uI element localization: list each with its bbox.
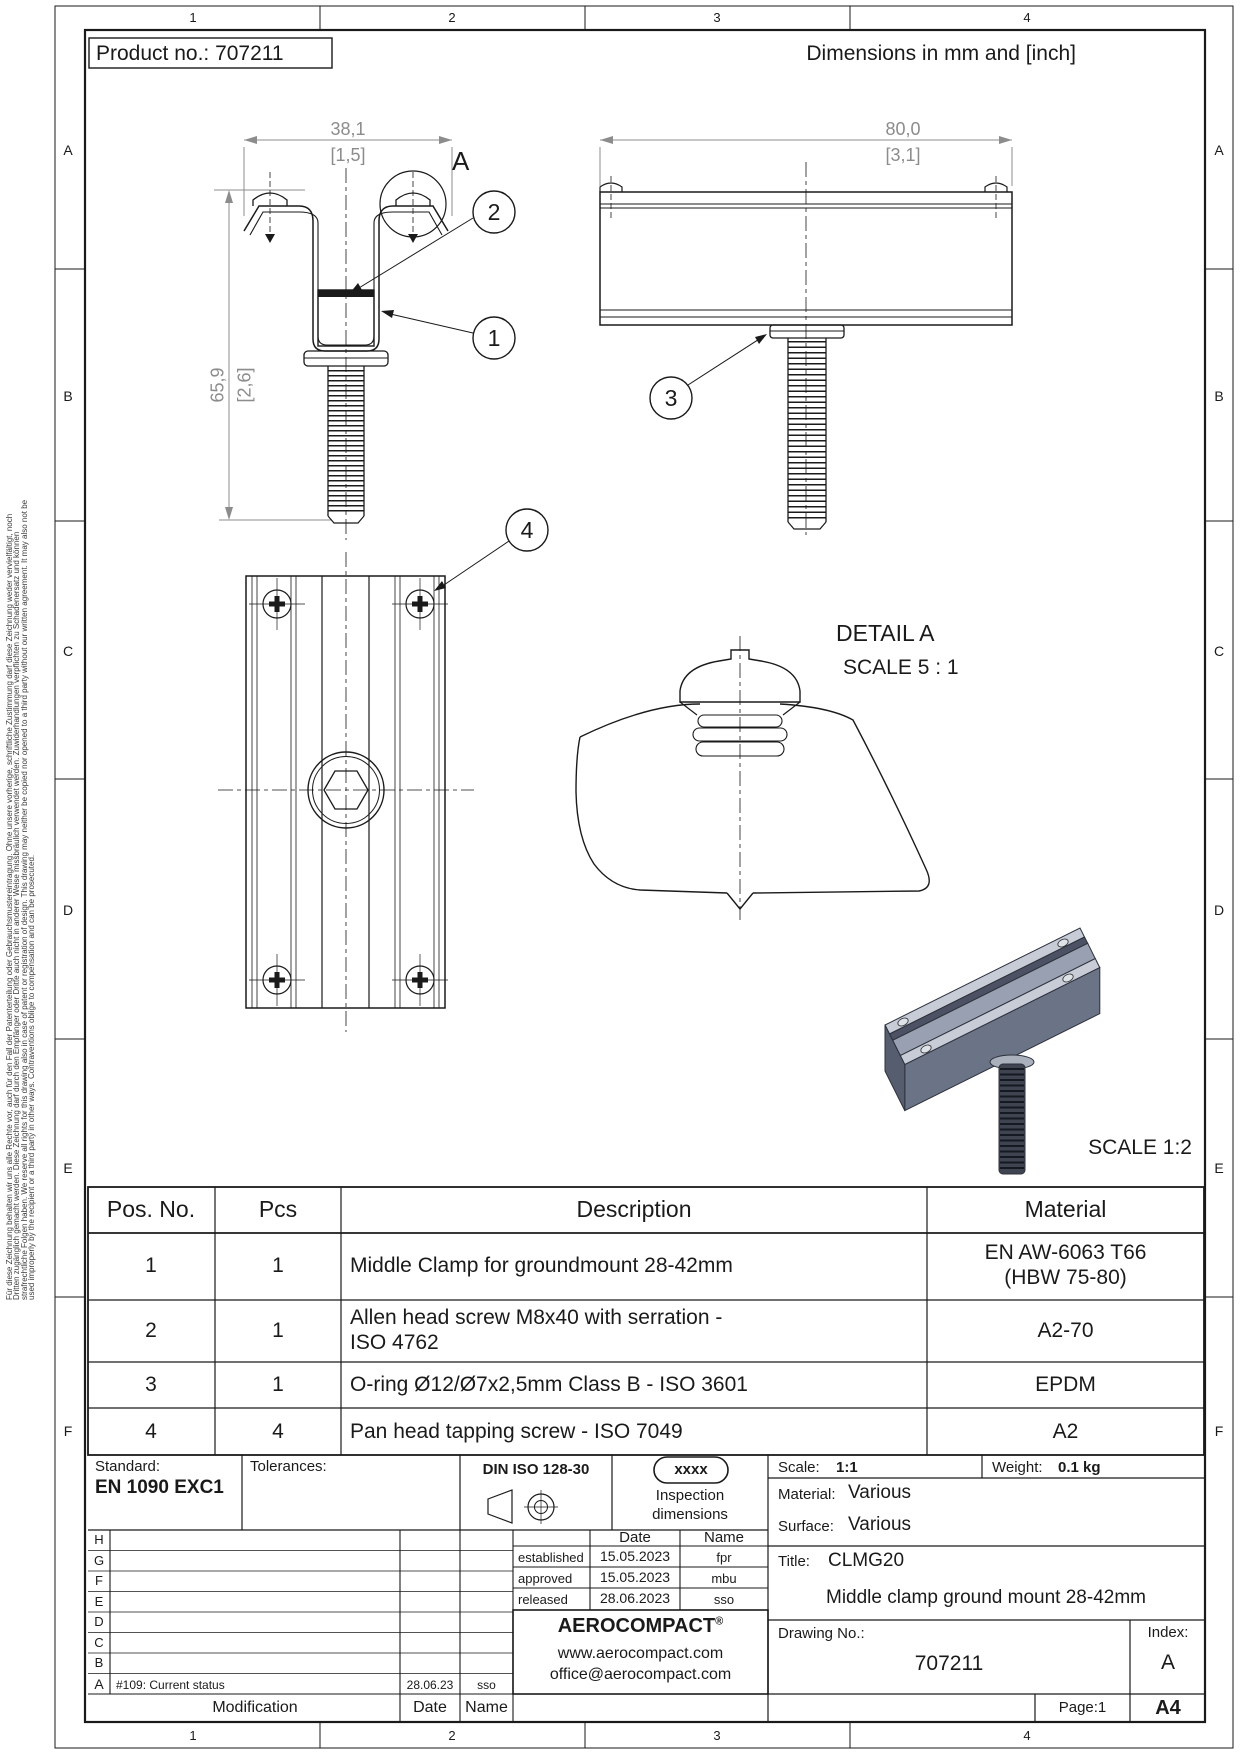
zone-col-bottom-1: 1 bbox=[189, 1728, 197, 1743]
front-width-mm: 38,1 bbox=[330, 119, 366, 139]
rev-letter-c: C bbox=[94, 1635, 104, 1650]
approval-established-label: established bbox=[518, 1550, 584, 1565]
inspection-line2: dimensions bbox=[652, 1506, 728, 1523]
material-label: Material: bbox=[778, 1486, 836, 1503]
company-name bbox=[515, 1615, 766, 1638]
callout-1: 1 bbox=[487, 325, 501, 351]
drawing-no-label: Drawing No.: bbox=[778, 1625, 865, 1642]
side-width-mm: 80,0 bbox=[885, 119, 921, 139]
approval-established-name: fpr bbox=[716, 1550, 732, 1565]
rev-letter-d: D bbox=[94, 1614, 104, 1629]
col-header-pcs: Pcs bbox=[258, 1196, 298, 1222]
row1-material-line1: EN AW-6063 T66 bbox=[984, 1241, 1147, 1264]
projection-symbol-icon bbox=[488, 1490, 558, 1524]
rev-a-date: 28.06.23 bbox=[406, 1678, 454, 1692]
material-value: Various bbox=[848, 1482, 912, 1503]
approval-released-name: sso bbox=[713, 1592, 735, 1607]
front-width-inch: [1,5] bbox=[330, 145, 366, 165]
side-width-inch: [3,1] bbox=[885, 145, 921, 165]
row1-material-line2: (HBW 75-80) bbox=[1004, 1266, 1127, 1289]
approvals-header-date: Date bbox=[619, 1529, 651, 1546]
tolerances-label: Tolerances: bbox=[250, 1458, 327, 1475]
front-height-mm: 65,9 bbox=[207, 367, 228, 403]
front-view bbox=[214, 136, 452, 540]
row4-pcs: 4 bbox=[272, 1420, 284, 1443]
approvals-header-name: Name bbox=[703, 1529, 744, 1546]
zone-col-top-1: 1 bbox=[189, 10, 197, 25]
rev-letter-a: A bbox=[94, 1676, 104, 1692]
company-website: www.aerocompact.com bbox=[557, 1645, 724, 1662]
front-height-inch: [2,6] bbox=[234, 367, 255, 403]
company-email: office@aerocompact.com bbox=[549, 1666, 732, 1683]
drawing-no-value: 707211 bbox=[914, 1652, 984, 1675]
surface-label: Surface: bbox=[778, 1518, 834, 1535]
approval-established-date: 15.05.2023 bbox=[599, 1548, 671, 1564]
row3-description: O-ring Ø12/Ø7x2,5mm Class B - ISO 3601 bbox=[350, 1373, 748, 1396]
inspection-line1: Inspection bbox=[655, 1487, 725, 1504]
zone-row-left-e: E bbox=[63, 1160, 73, 1176]
row3-pos: 3 bbox=[145, 1373, 157, 1396]
row3-pcs: 1 bbox=[272, 1373, 284, 1396]
zone-row-left-f: F bbox=[63, 1423, 73, 1439]
rev-footer-name: Name bbox=[465, 1699, 508, 1716]
approval-approved-name: mbu bbox=[711, 1571, 737, 1586]
zone-row-right-c: C bbox=[1213, 643, 1225, 659]
title-value: CLMG20 bbox=[828, 1550, 905, 1571]
callout-2: 2 bbox=[487, 199, 501, 225]
rev-footer-modification: Modification bbox=[212, 1699, 298, 1716]
zone-row-left-d: D bbox=[62, 902, 74, 918]
approval-released-label: released bbox=[518, 1592, 568, 1607]
weight-value: 0.1 kg bbox=[1058, 1459, 1101, 1476]
rev-footer-date: Date bbox=[413, 1699, 447, 1716]
col-header-description: Description bbox=[576, 1196, 692, 1222]
side-view bbox=[600, 136, 1012, 535]
row2-pcs: 1 bbox=[272, 1319, 284, 1342]
zone-col-bottom-2: 2 bbox=[448, 1728, 456, 1743]
zone-col-top-3: 3 bbox=[713, 10, 721, 25]
format-label: A4 bbox=[1155, 1697, 1181, 1719]
rev-letter-b: B bbox=[94, 1655, 104, 1670]
callouts bbox=[354, 191, 764, 589]
zone-row-left-c: C bbox=[62, 643, 74, 659]
rev-a-name: sso bbox=[477, 1678, 496, 1692]
dimension-note: Dimensions in mm and [inch] bbox=[806, 42, 1076, 65]
row4-description: Pan head tapping screw - ISO 7049 bbox=[350, 1420, 683, 1443]
rev-letter-e: E bbox=[94, 1594, 104, 1609]
row2-description-line2: ISO 4762 bbox=[350, 1331, 439, 1354]
row4-material: A2 bbox=[1052, 1420, 1079, 1443]
approval-released-date: 28.06.2023 bbox=[599, 1590, 671, 1606]
legal-line-4: used improperly by the recipient or a third party in other ways. Contraventions oblige to compensation and can be prosecuted. bbox=[27, 854, 37, 1300]
company-text: AEROCOMPACT bbox=[557, 1615, 716, 1637]
zone-col-bottom-4: 4 bbox=[1023, 1728, 1031, 1743]
rev-a-text: #109: Current status bbox=[116, 1678, 225, 1692]
scale-label: Scale: bbox=[778, 1459, 820, 1476]
row1-pcs: 1 bbox=[272, 1254, 284, 1277]
rev-letter-h: H bbox=[94, 1532, 104, 1547]
row2-material: A2-70 bbox=[1037, 1319, 1094, 1342]
row2-pos: 2 bbox=[145, 1319, 157, 1342]
zone-row-right-e: E bbox=[1214, 1160, 1224, 1176]
din-iso-label: DIN ISO 128-30 bbox=[482, 1461, 590, 1478]
zone-col-bottom-3: 3 bbox=[713, 1728, 721, 1743]
zone-row-right-b: B bbox=[1214, 388, 1224, 404]
standard-label: Standard: bbox=[95, 1458, 161, 1475]
title-line2: Middle clamp ground mount 28-42mm bbox=[826, 1587, 1146, 1608]
detail-a-scale: SCALE 5 : 1 bbox=[843, 656, 959, 679]
zone-row-left-a: A bbox=[63, 142, 73, 158]
plan-view bbox=[218, 552, 474, 1032]
title-label: Title: bbox=[778, 1553, 810, 1570]
col-header-material: Material bbox=[1024, 1196, 1107, 1222]
product-number-label: Product no.: 707211 bbox=[96, 42, 284, 65]
index-value: A bbox=[1160, 1651, 1175, 1674]
rev-letter-g: G bbox=[93, 1553, 105, 1568]
index-label: Index: bbox=[1147, 1624, 1189, 1641]
legal-line-3: strafrechtliche Folgen haben. We reserve all rights for this drawing also in case of patent or registration of design. This drawing may neither be copied nor opened to a third party without our written agreement. It may also not be bbox=[19, 499, 29, 1300]
legal-note bbox=[6, 500, 36, 1300]
zone-row-right-d: D bbox=[1213, 902, 1225, 918]
row1-pos: 1 bbox=[145, 1254, 157, 1277]
zone-col-top-4: 4 bbox=[1023, 10, 1031, 25]
zone-col-top-2: 2 bbox=[448, 10, 456, 25]
page-label: Page:1 bbox=[1058, 1699, 1107, 1716]
row4-pos: 4 bbox=[145, 1420, 157, 1443]
surface-value: Various bbox=[848, 1514, 912, 1535]
zone-row-left-b: B bbox=[63, 388, 73, 404]
scale-value: 1:1 bbox=[836, 1459, 858, 1476]
rev-letter-f: F bbox=[95, 1573, 103, 1588]
legal-line-1: Für diese Zeichnung behalten wir uns alle Rechte vor, auch für den Fall der Patenterteilung oder Gebrauchsmustereintragung. Ohne unsere vorherige, schriftliche Zustimmung darf diese Zeichnung weder vervielfältigt, noch bbox=[5, 513, 14, 1300]
row3-material: EPDM bbox=[1035, 1373, 1096, 1396]
registered-mark: ® bbox=[715, 1615, 724, 1628]
inspection-badge: xxxx bbox=[674, 1461, 708, 1478]
approval-approved-date: 15.05.2023 bbox=[599, 1569, 671, 1585]
callout-4: 4 bbox=[520, 517, 534, 543]
zone-row-right-a: A bbox=[1214, 142, 1224, 158]
col-header-pos: Pos. No. bbox=[106, 1196, 196, 1222]
iso-scale: SCALE 1:2 bbox=[1088, 1136, 1192, 1159]
approval-approved-label: approved bbox=[518, 1571, 573, 1586]
weight-label: Weight: bbox=[992, 1459, 1043, 1476]
standard-value: EN 1090 EXC1 bbox=[95, 1477, 224, 1498]
detail-a-marker-label: A bbox=[452, 146, 470, 176]
row1-description: Middle Clamp for groundmount 28-42mm bbox=[350, 1254, 733, 1277]
detail-a-title: DETAIL A bbox=[836, 620, 935, 646]
row2-description-line1: Allen head screw M8x40 with serration - bbox=[350, 1306, 723, 1329]
zone-row-right-f: F bbox=[1214, 1423, 1224, 1439]
legal-line-2: Dritten zugänglich gemacht werden. Diese Zeichnung darf durch den Empfänger oder Dritte auch nicht in anderer Weise missbräulich verwendet werden. Zuwiderhandlungen verpflichten zu Schadenersatz und können bbox=[12, 531, 22, 1300]
callout-3: 3 bbox=[664, 385, 678, 411]
